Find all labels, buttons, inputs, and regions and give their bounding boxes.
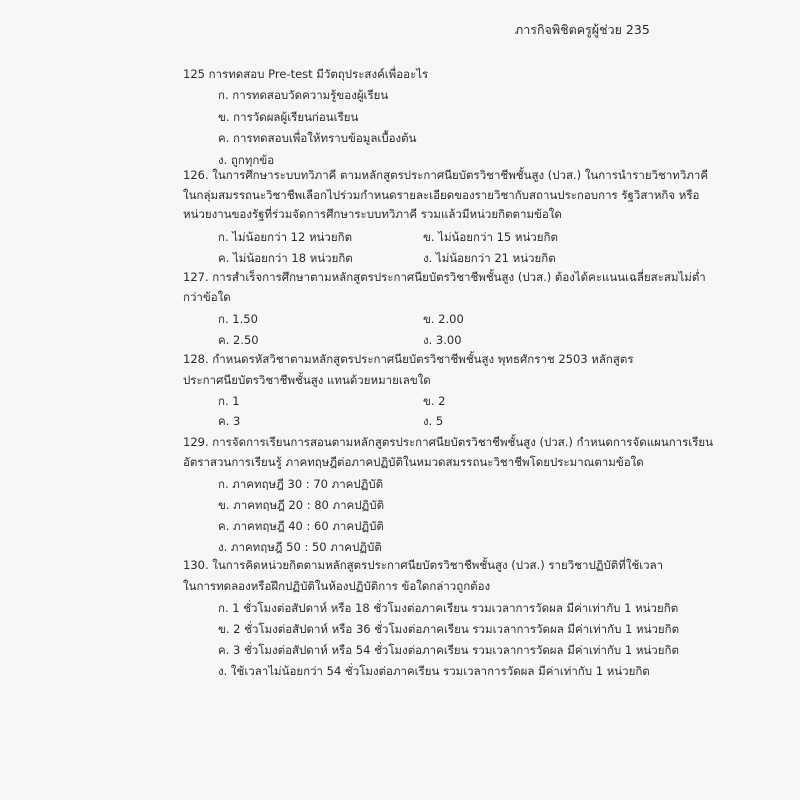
option-a: ก. ไม่น้อยกว่า 12 หน่วยกิต — [218, 230, 353, 244]
option-d: ง. 3.00 — [423, 333, 462, 347]
option-c: ค. 2.50 — [218, 333, 259, 347]
option-a: ก. 1.50 — [218, 312, 258, 326]
question-stem-line: อัตราสวนการเรียนรู้ ภาคทฤษฎีต่อภาคปฏิบัติในหมวดสมรรถนะวิชาชีพโดยประมาณตามข้อใด — [183, 455, 644, 469]
option-d: ง. 5 — [423, 414, 444, 428]
question-stem: 128. กำหนดรหัสวิชาตามหลักสูตรประกาศนียบัตรวิชาชีพชั้นสูง พุทธศักราช 2503 หลักสูตร — [183, 352, 634, 366]
question-stem-line: ประกาศนียบัตรวิชาชีพชั้นสูง แทนด้วยหมายเลขใด — [183, 373, 431, 387]
option-a: ก. 1 ชั่วโมงต่อสัปดาห์ หรือ 18 ชั่วโมงต่อภาคเรียน รวมเวลาการวัดผล มีค่าเท่ากับ 1 หน่วยกิต — [218, 601, 679, 615]
question-stem: 125 การทดสอบ Pre-test มีวัตถุประสงค์เพื่ออะไร — [183, 67, 429, 81]
question-stem-line: ในกลุ่มสมรรถนะวิชาชีพเลือกไปร่วมกำหนดรายละเอียดของรายวิชากับสถานประกอบการ รัฐวิสาหกิจ หรือ — [183, 188, 700, 202]
option-a: ก. 1 — [218, 394, 240, 408]
option-a: ก. ภาคทฤษฎี 30 : 70 ภาคปฏิบัติ — [218, 477, 384, 491]
question-stem: 130. ในการคิดหน่วยกิตตามหลักสูตรประกาศนียบัตรวิชาชีพชั้นสูง (ปวส.) รายวิชาปฏิบัติที่ใช้เวลา — [183, 558, 664, 572]
question-stem: 129. การจัดการเรียนการสอนตามหลักสูตรประกาศนียบัตรวิชาชีพชั้นสูง (ปวส.) กำหนดการจัดแผนการเรียน — [183, 435, 714, 449]
option-b: ข. 2 — [423, 394, 446, 408]
question-stem: 126. ในการศึกษาระบบทวิภาคี ตามหลักสูตรประกาศนียบัตรวิชาชีพชั้นสูง (ปวส.) ในการนำรายวิชาทวิภาคี — [183, 168, 709, 182]
option-a: ก. การทดสอบวัดความรู้ของผู้เรียน — [218, 88, 389, 102]
option-d: ง. ไม่น้อยกว่า 21 หน่วยกิต — [423, 251, 556, 265]
option-c: ค. 3 — [218, 414, 241, 428]
option-b: ข. การวัดผลผู้เรียนก่อนเรียน — [218, 110, 359, 124]
option-b: ข. ไม่น้อยกว่า 15 หน่วยกิต — [423, 230, 558, 244]
option-d: ง. ภาคทฤษฎี 50 : 50 ภาคปฏิบัติ — [218, 540, 382, 554]
option-c: ค. ภาคทฤษฎี 40 : 60 ภาคปฏิบัติ — [218, 519, 384, 533]
question-stem: 127. การสำเร็จการศึกษาตามหลักสูตรประกาศนียบัตรวิชาชีพชั้นสูง (ปวส.) ต้องได้คะแนนเฉลี่ยสะสมไม่ต่ำ — [183, 270, 706, 284]
option-b: ข. 2 ชั่วโมงต่อสัปดาห์ หรือ 36 ชั่วโมงต่อภาคเรียน รวมเวลาการวัดผล มีค่าเท่ากับ 1 หน่วยกิต — [218, 622, 680, 636]
question-stem-line: หน่วยงานของรัฐที่ร่วมจัดการศึกษาระบบทวิภาคี รวมแล้วมีหน่วยกิตตามข้อใด — [183, 207, 562, 221]
option-c: ค. ไม่น้อยกว่า 18 หน่วยกิต — [218, 251, 353, 265]
option-c: ค. 3 ชั่วโมงต่อสัปดาห์ หรือ 54 ชั่วโมงต่อภาคเรียน รวมเวลาการวัดผล มีค่าเท่ากับ 1 หน่วยกิต — [218, 643, 679, 657]
option-c: ค. การทดสอบเพื่อให้ทราบข้อมูลเบื้องต้น — [218, 131, 417, 145]
option-d: ง. ถูกทุกข้อ — [218, 153, 275, 167]
page-header: ภารกิจพิชิตครูผู้ช่วย 235 — [515, 22, 650, 37]
option-d: ง. ใช้เวลาไม่น้อยกว่า 54 ชั่วโมงต่อภาคเรียน รวมเวลาการวัดผล มีค่าเท่ากับ 1 หน่วยกิต — [218, 664, 650, 678]
question-stem-line: ในการทดลองหรือฝึกปฏิบัติในห้องปฏิบัติการ ข้อใดกล่าวถูกต้อง — [183, 579, 491, 593]
option-b: ข. 2.00 — [423, 312, 464, 326]
option-b: ข. ภาคทฤษฎี 20 : 80 ภาคปฏิบัติ — [218, 498, 385, 512]
question-stem-line: กว่าข้อใด — [183, 290, 231, 304]
